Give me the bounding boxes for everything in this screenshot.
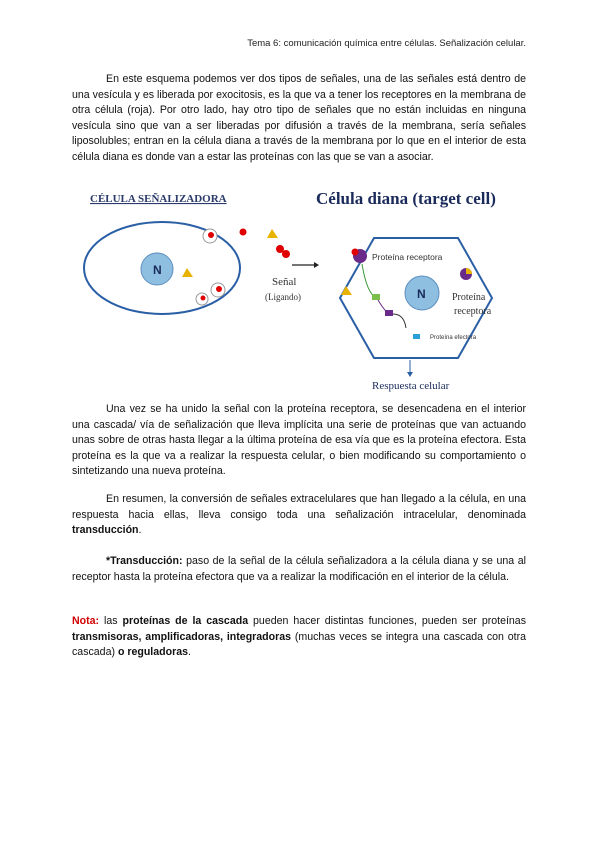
transduction-definition-term: *Transducción: — [106, 555, 183, 567]
paragraph-3-end: . — [138, 524, 142, 536]
note-label: Nota: — [72, 615, 100, 627]
paragraph-3-text: En resumen, la conversión de señales extracelulares que han llegado a la célula, en una respuesta hacia ellas, lleva consigo toda una señalización intracelular, denominada — [72, 493, 526, 521]
response-arrowhead — [407, 372, 413, 377]
bound-signal — [352, 249, 359, 256]
note-bold-3: o reguladoras — [117, 646, 188, 658]
liposoluble-signal-triangle — [267, 229, 278, 238]
paragraph-2 — [72, 402, 526, 480]
paragraph-4-text: paso de la señal de la célula señalizadora a la célula diana y se una al receptor hasta la proteína efectora que va a realizar la modificación en el interior de la célula. — [72, 555, 526, 583]
signal-molecule — [240, 229, 247, 236]
effector-protein — [413, 334, 420, 339]
signal-molecule — [216, 286, 222, 292]
note-text-2: pueden hacer distintas funciones, pueden ser proteínas — [248, 615, 526, 627]
signaling-nucleus-label: N — [153, 263, 162, 277]
cascade-protein-green — [372, 294, 380, 300]
cascade-protein-purple — [385, 310, 393, 316]
paragraph-1 — [72, 72, 526, 165]
signaling-cell-title: CÉLULA SEÑALIZADORA — [90, 193, 227, 205]
note-bold-2: transmisoras, amplificadoras, integradoras — [72, 630, 292, 643]
note-text-1: las — [99, 615, 123, 627]
paragraph-2-text: Una vez se ha unido la señal con la proteína receptora, se desencadena en el interior una cascada/ vía de señalización que lleva implícita una serie de proteínas que van actuando unas sobre de otras hasta llegar a la última proteína de esa vía que es la proteína efectora. Esta proteína es la que va a realizar la respuesta celular, o bien modificando su comportamiento o sintetizando una nueva proteína. — [72, 403, 526, 477]
receptor-protein-label-2b: receptora — [454, 306, 492, 317]
signal-label: Señal — [272, 276, 297, 288]
transduction-term: transducción — [72, 524, 139, 536]
ligand-label: (Ligando) — [265, 292, 301, 302]
cascade-arrow-3 — [393, 314, 406, 328]
cascade-arrow-1 — [362, 264, 376, 297]
target-cell-title: Célula diana (target cell) — [316, 189, 496, 208]
effector-protein-label: Proteína efectora — [430, 335, 477, 341]
signal-molecule — [201, 296, 206, 301]
bound-triangle-signal — [466, 268, 472, 274]
page-header: Tema 6: comunicación química entre células. Señalización celular. — [247, 38, 526, 49]
target-nucleus-label: N — [417, 287, 426, 301]
receptor-protein-label-2a: Proteína — [452, 292, 486, 303]
liposoluble-signal-triangle — [182, 268, 193, 277]
note-text-4: . — [188, 646, 191, 658]
note-text-3: (muchas veces se integra una cascada con otra cascada) — [72, 630, 527, 658]
signal-arrowhead — [314, 262, 319, 268]
cell-signaling-diagram — [82, 186, 522, 396]
cell-response-label: Respuesta celular — [372, 380, 450, 392]
note-paragraph — [72, 614, 526, 661]
receptor-protein-label: Proteína receptora — [372, 252, 443, 262]
signal-molecule — [282, 250, 290, 258]
paragraph-3 — [72, 492, 526, 539]
signal-molecule — [208, 232, 214, 238]
paragraph-4 — [72, 554, 526, 585]
liposoluble-signal-triangle — [341, 286, 352, 295]
paragraph-1-text: En este esquema podemos ver dos tipos de señales, una de las señales está dentro de una vesícula y es liberada por exocitosis, es la que va a tener los receptores en la membrana de otra célula (roja). Por otro lado, hay otro tipo de señales que no están incluidas en ninguna vesícula sino que van a ser liberadas por difusión a través de la membrana, sería señales liposolubles; entran en la célula diana a través de la membrana por lo que en el interior de esta célula diana es donde van a estar las proteínas con las que se van a asociar. — [72, 73, 526, 163]
note-bold-1: proteínas de la cascada — [122, 615, 249, 627]
